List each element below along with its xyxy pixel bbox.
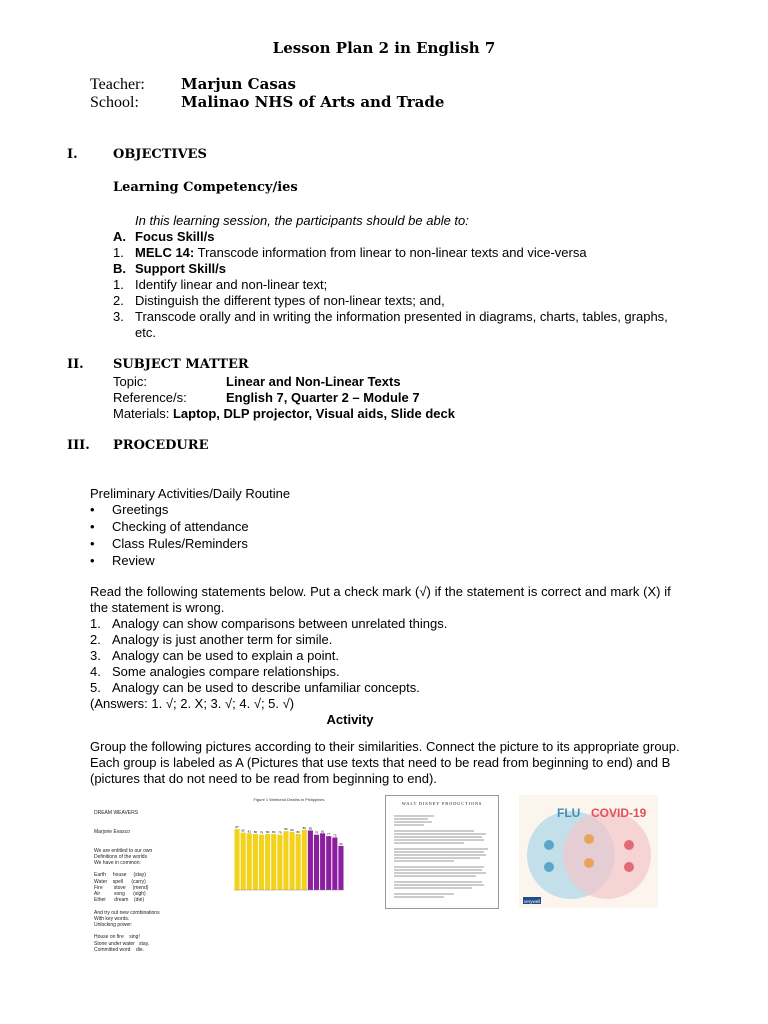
chart-data-label: 86	[302, 825, 306, 830]
learning-competency-heading: Learning Competency/ies	[113, 180, 298, 195]
activity-instruction: (pictures that do not need to be read from beginning to end).	[90, 771, 437, 786]
chart-bar	[283, 831, 288, 890]
objectives-number: I.	[67, 147, 78, 162]
chart-bar	[241, 833, 246, 890]
support-skill-letter: B.	[113, 261, 126, 276]
support-item-text: Transcode orally and in writing the information presented in diagrams, charts, tables, graphs,	[135, 309, 668, 324]
chart-bar	[247, 833, 252, 890]
chart-bar	[235, 829, 240, 890]
poem-line: Unlocking power:	[94, 922, 133, 929]
venn-diagram-image	[519, 795, 658, 908]
routine-bullet: • Review	[90, 553, 155, 568]
statement-text: Some analogies compare relationships.	[112, 664, 340, 679]
poem-line: Air song (sigh)	[94, 891, 146, 898]
routine-bullet-text: Review	[112, 553, 155, 568]
poem-title: DREAM WEAVERS	[94, 810, 139, 817]
chart-data-label: 77	[327, 832, 331, 837]
poem-line: And try out new combinations	[94, 909, 160, 916]
statement-item	[90, 648, 339, 664]
materials-row	[113, 406, 455, 422]
chart-data-label: 83	[290, 827, 294, 832]
chart-bar	[277, 835, 282, 890]
support-item	[113, 309, 668, 325]
chart-title: Figure 1 Weekend Deaths in Philippines	[253, 797, 325, 802]
statement-text: Analogy can be used to explain a point.	[112, 648, 339, 663]
venn-diagram	[519, 795, 658, 908]
chart-bar	[332, 838, 337, 891]
statement-number: 5.	[90, 680, 101, 695]
chart-data-label: 81	[320, 829, 325, 834]
statement-number: 2.	[90, 632, 101, 647]
poem-line: With key words.	[94, 915, 130, 922]
chart-data-label: 79	[314, 830, 319, 835]
poem-image	[92, 795, 204, 953]
objectives-intro: In this learning session, the participants should be able to:	[135, 213, 469, 228]
routine-bullet: • Class Rules/Reminders	[90, 536, 248, 551]
reference-label: Reference/s:	[113, 390, 187, 405]
reference-value: English 7, Quarter 2 – Module 7	[226, 390, 420, 405]
letter-body	[386, 806, 498, 906]
chart-bar	[314, 835, 319, 890]
support-item	[113, 293, 445, 309]
chart-data-label: 81	[247, 829, 251, 834]
venn-left-title: FLU	[557, 806, 581, 820]
statement-number: 1.	[90, 616, 101, 631]
poem-line: Water spell (carry)	[94, 878, 146, 885]
venn-overlap-icon	[584, 834, 594, 844]
chart-plot	[230, 802, 348, 902]
chart-bar	[290, 832, 295, 890]
school-name: Malinao NHS of Arts and Trade	[181, 93, 445, 111]
poem-line: Definitions of the worlds	[94, 853, 148, 860]
topic-value: Linear and Non-Linear Texts	[226, 374, 401, 389]
letter-image	[385, 795, 499, 909]
melc-label: MELC 14:	[135, 245, 195, 260]
chart-bar	[338, 846, 343, 890]
venn-right-icon	[624, 862, 634, 872]
melc-row	[113, 245, 587, 261]
chart-data-label: 87	[235, 825, 239, 830]
melc-number: 1.	[113, 245, 124, 260]
focus-skill-row	[113, 229, 214, 245]
objectives-heading: OBJECTIVES	[113, 147, 207, 162]
venn-right-icon	[624, 840, 634, 850]
chart-bar	[259, 835, 264, 890]
statement-item	[90, 632, 332, 648]
poem-line: Fire stove (mend)	[94, 884, 149, 891]
venn-overlap-icon	[584, 858, 594, 868]
activity-instruction: Group the following pictures according to their similarities. Connect the picture to its appropriate group.	[90, 739, 680, 754]
review-instruction-cont: the statement is wrong.	[90, 600, 225, 615]
activity-instruction: Each group is labeled as A (Pictures that use texts that need to be read from beginning to end) and B	[90, 755, 671, 770]
poem-line: We are entitled to our own	[94, 847, 153, 854]
statement-text: Analogy can be used to describe unfamiliar concepts.	[112, 680, 420, 695]
review-instruction: Read the following statements below. Put a check mark (√) if the statement is correct and mark (X) if	[90, 584, 671, 599]
statement-number: 4.	[90, 664, 101, 679]
activity-heading: Activity	[326, 712, 374, 727]
procedure-heading: PROCEDURE	[113, 438, 209, 453]
statement-number: 3.	[90, 648, 101, 663]
chart-data-label: 80	[296, 830, 300, 834]
chart-data-label: 80	[265, 830, 270, 834]
statement-item	[90, 616, 447, 632]
chart-bar	[326, 836, 331, 890]
support-item-number: 1.	[113, 277, 124, 292]
routine-bullet-text: Checking of attendance	[112, 519, 249, 534]
school-label: School:	[90, 94, 139, 111]
poem-line: We have in common:	[94, 860, 141, 867]
routine-bullet: • Greetings	[90, 502, 169, 517]
poem-line: Stone under water stay.	[94, 940, 150, 947]
routine-bullet: • Checking of attendance	[90, 519, 249, 534]
chart-bar	[296, 834, 301, 890]
statement-text: Analogy is just another term for simile.	[112, 632, 333, 647]
statement-text: Analogy can show comparisons between unrelated things.	[112, 616, 448, 631]
statement-item	[90, 664, 340, 680]
chart-data-label: 80	[253, 830, 258, 834]
routine-bullet-text: Class Rules/Reminders	[112, 536, 248, 551]
chart-bar	[320, 833, 325, 890]
poem-lines	[94, 848, 202, 953]
bar-chart-image	[230, 795, 348, 905]
procedure-number: III.	[67, 438, 90, 453]
teacher-name: Marjun Casas	[181, 75, 296, 93]
support-item-continuation: etc.	[135, 325, 156, 340]
subject-matter-number: II.	[67, 357, 84, 372]
statement-item	[90, 680, 420, 696]
topic-label: Topic:	[113, 374, 147, 389]
melc-text: Transcode information from linear to non-linear texts and vice-versa	[194, 245, 587, 260]
chart-data-label: 63	[339, 841, 343, 846]
support-item-number: 3.	[113, 309, 124, 324]
support-item-number: 2.	[113, 293, 124, 308]
venn-left-icon	[544, 840, 554, 850]
routine-bullet-text: Greetings	[112, 502, 169, 517]
teacher-label: Teacher:	[90, 76, 145, 93]
support-item-text: Identify linear and non-linear text;	[135, 277, 328, 292]
chart-data-label: 85	[308, 826, 313, 831]
focus-skill-heading: Focus Skill/s	[135, 229, 215, 244]
chart-data-label: 75	[333, 833, 337, 838]
chart-bar	[302, 830, 307, 890]
chart-bar	[308, 831, 313, 891]
venn-right-circle	[563, 811, 651, 899]
poem-line: Committed word die.	[94, 946, 145, 953]
focus-skill-letter: A.	[113, 229, 126, 244]
chart-data-label: 79	[259, 830, 264, 835]
chart-data-label: 80	[272, 830, 276, 834]
verywell-logo-text: verywell	[524, 899, 541, 904]
venn-left-icon	[544, 862, 554, 872]
poem-line: Ether dream (die)	[94, 897, 145, 904]
materials-value: Laptop, DLP projector, Visual aids, Slide deck	[172, 406, 455, 421]
support-item	[113, 277, 327, 293]
subject-matter-heading: SUBJECT MATTER	[113, 357, 249, 372]
letter-heading: WALT DISNEY PRODUCTIONS	[401, 801, 483, 806]
support-item-text: Distinguish the different types of non-linear texts; and,	[135, 293, 445, 308]
chart-bar	[253, 834, 258, 890]
chart-bar	[265, 834, 270, 890]
chart-data-label: 84	[284, 827, 288, 832]
document-title: Lesson Plan 2 in English 7	[272, 39, 496, 57]
preliminary-activities-heading: Preliminary Activities/Daily Routine	[90, 486, 291, 501]
venn-right-title: COVID-19	[591, 806, 647, 820]
answers-key: (Answers: 1. √; 2. X; 3. √; 4. √; 5. √)	[90, 696, 295, 711]
poem-author: Marjorie Evasco	[94, 829, 130, 836]
support-skill-row	[113, 261, 226, 277]
chart-bar	[271, 834, 276, 890]
chart-data-label: 82	[241, 828, 245, 833]
poem-line: House on fire sing!	[94, 934, 140, 941]
chart-data-label: 79	[278, 830, 282, 835]
materials-label: Materials:	[113, 406, 170, 421]
support-skill-heading: Support Skill/s	[135, 261, 227, 276]
poem-line: Earth house (stay)	[94, 872, 146, 879]
